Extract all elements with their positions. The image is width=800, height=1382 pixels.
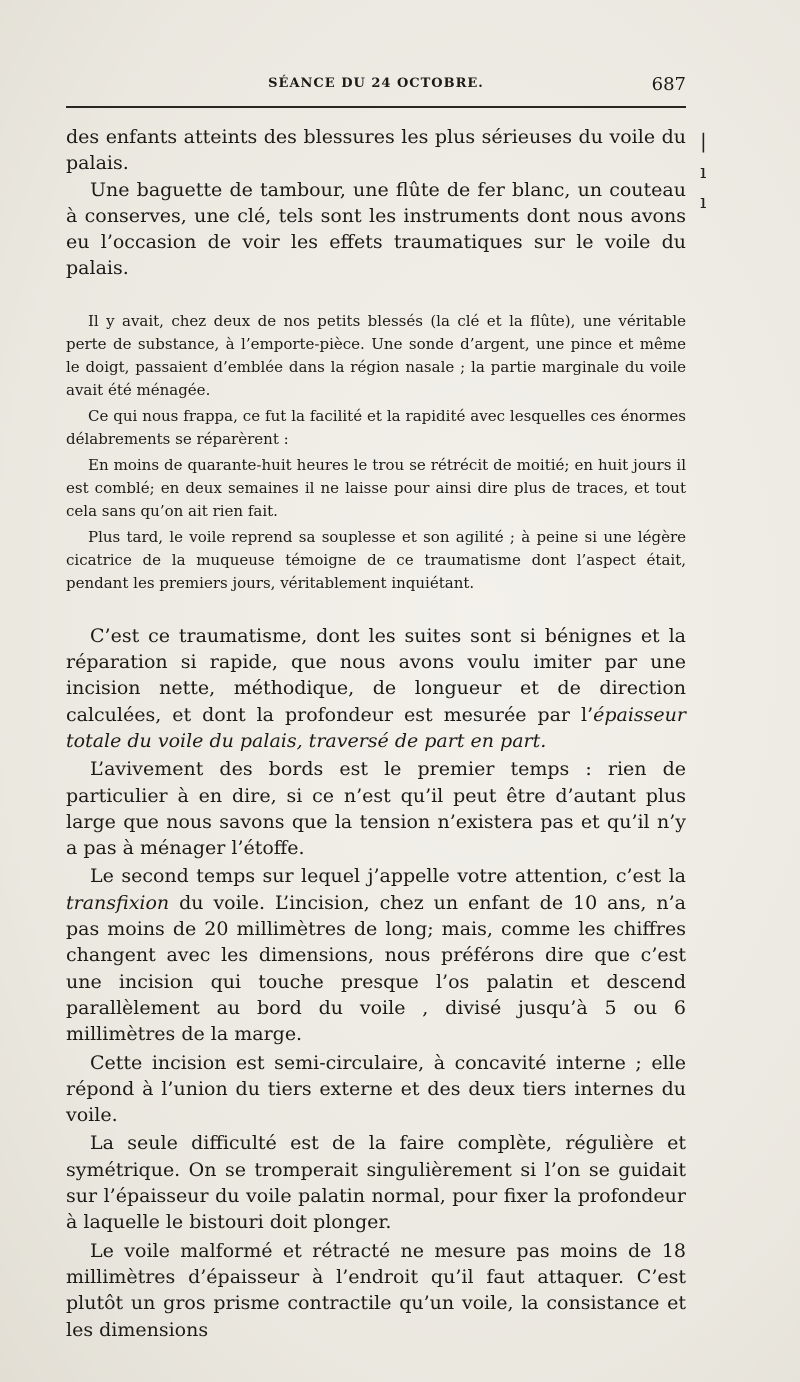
quoted-observation [66,310,686,595]
margin-mark-icon: ı [700,159,707,183]
text-run: C’est ce traumatisme, dont les suites sont si bénignes et la réparation si rapide, que nous avons voulu imiter par une incision nette, méthodique, de longueur et de direction calculées, et dont la profondeur est mesurée par l’ [66,624,686,726]
paragraph-transfixion [66,863,686,1047]
paragraph-small: Ce qui nous frappa, ce fut la facilité et la rapidité avec lesquelles ces énormes délabrements se réparèrent : [66,406,686,448]
paragraph: Le voile malformé et rétracté ne mesure pas moins de 18 millimètres d’épaisseur à l’endroit qu’il faut attaquer. C’est plutôt un gros prisme contractile qu’un voile, la consistance et les dimensions [66,1239,686,1341]
margin-mark-icon: ı [700,189,707,213]
paragraph-small: Plus tard, le voile reprend sa souplesse et son agilité ; à peine si une légère cicatrice de la muqueuse témoigne de ce traumatisme dont l’aspect était, pendant les premiers jours, véritablement inquiétant. [66,527,686,592]
paragraph-small: Il y avait, chez deux de nos petits blessés (la clé et la flûte), une véritable perte de substance, à l’emporte-pièce. Une sonde d’argent, une pince et même le doigt, passaient d’emblée dans la région nasale ; la partie marginale du voile avait été ménagée. [66,311,686,399]
italic-run: épaisseur totale du voile du palais, traversé de part en part. [66,703,686,752]
paragraph: Une baguette de tambour, une flûte de fer blanc, un couteau à conserves, une clé, tels sont les instruments dont nous avons eu l’occasion de voir les effets traumatiques sur le voile du palais. [66,178,686,280]
paragraph: L’avivement des bords est le premier temps : rien de particulier à en dire, si ce n’est qu’il peut être d’autant plus large que nous savons que la tension n’existera pas et qu’il n’y a pas à ménager l’étoffe. [66,758,686,860]
page-header [66,76,686,98]
paragraph-small: En moins de quarante-huit heures le trou se rétrécit de moitié; en huit jours il est comblé; en deux semaines il ne laisse pour ainsi dire plus de traces, et tout cela sans qu’on ait rien fait. [66,455,686,520]
margin-marks [700,126,720,276]
page-number: 687 [651,74,686,95]
running-title: SÉANCE DU 24 OCTOBRE. [268,76,484,91]
paragraph: La seule difficulté est de la faire complète, régulière et symétrique. On se tromperait singulièrement si l’on se guidait sur l’épaisseur du voile palatin normal, pour fixer la profondeur à laquelle le bistouri doit plonger. [66,1132,686,1234]
italic-run: transfixion [66,891,170,914]
text-run: du voile. L’incision, chez un enfant de 10 ans, n’a pas moins de 20 millimètres de long; mais, comme les chiffres changent avec les dimensions, nous préférons dire que c’est une incision qui touche presque l’os palatin et descend parallèlement au bord du voile , divisé jusqu’à 5 ou 6 millimètres de la marge. [66,891,686,1046]
paragraph: des enfants atteints des blessures les plus sérieuses du voile du palais. [66,126,686,175]
paragraph-traumatisme [66,623,686,754]
header-rule [66,106,686,108]
body-text [66,124,686,1343]
margin-mark-icon: | [700,129,707,153]
text-run: Le second temps sur lequel j’appelle votre attention, c’est la [90,865,686,888]
section-main [66,623,686,1343]
section-top [66,124,686,282]
paragraph: Cette incision est semi-circulaire, à concavité interne ; elle répond à l’union du tiers externe et des deux tiers internes du voile. [66,1051,686,1127]
